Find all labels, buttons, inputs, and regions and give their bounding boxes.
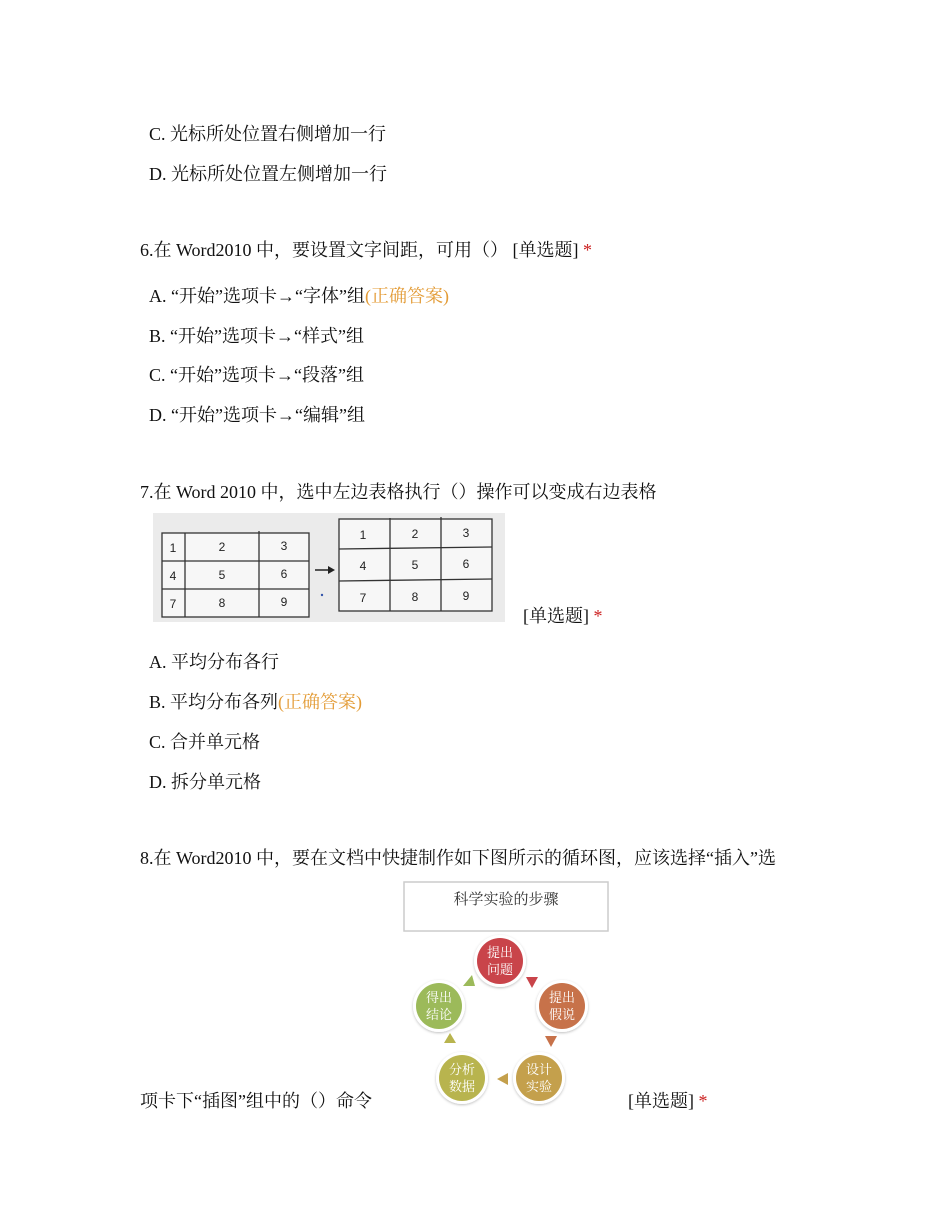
- option-text: C. 光标所处位置右侧增加一行: [149, 124, 387, 144]
- right-cell: 2: [411, 527, 419, 541]
- q6-option-a[interactable]: [149, 285, 449, 307]
- arrow-2-3: [545, 1036, 557, 1047]
- option-text: A. 平均分布各行: [149, 652, 279, 672]
- option-text: C. 合并单元格: [149, 732, 261, 752]
- right-cell: 7: [359, 591, 367, 605]
- node-label: 数据: [448, 1080, 476, 1095]
- q8-title-line1: [140, 847, 776, 869]
- node-label: 提出: [486, 946, 514, 961]
- arrow-right-icon: [315, 566, 335, 574]
- question-text: 6.在 Word2010 中，要设置文字间距，可用（） [单选题]: [140, 240, 579, 260]
- node-label: 得出: [425, 991, 453, 1006]
- q7-option-d[interactable]: [149, 771, 261, 793]
- correct-answer-label: (正确答案): [364, 286, 449, 306]
- question-text: 7.在 Word 2010 中，选中左边表格执行（）操作可以变成右边表格: [140, 482, 657, 502]
- left-cell: 8: [218, 596, 226, 610]
- node-raise-hypothesis: [536, 980, 588, 1032]
- node-label: 分析: [448, 1063, 476, 1078]
- question-text: 项卡下“插图”组中的（）命令: [140, 1091, 372, 1111]
- cycle-diagram-svg: [400, 880, 615, 1110]
- cycle-diagram: [400, 880, 615, 1110]
- option-text: A. “开始”选项卡→“字体”组: [149, 286, 365, 306]
- q6-option-c[interactable]: [149, 364, 364, 386]
- q6-option-b[interactable]: [149, 325, 364, 347]
- left-cell: 3: [280, 539, 288, 553]
- q7-option-b[interactable]: [149, 691, 362, 713]
- required-star: *: [698, 1091, 708, 1111]
- q5-option-d[interactable]: [149, 163, 387, 185]
- node-label: 结论: [425, 1008, 453, 1023]
- arrow-4-5: [444, 1033, 456, 1043]
- right-cell: 3: [462, 526, 470, 540]
- right-cell: 6: [462, 557, 470, 571]
- table-transform-figure: [153, 513, 505, 622]
- node-draw-conclusion: [413, 980, 465, 1032]
- q6-title: [140, 239, 592, 261]
- option-text: B. “开始”选项卡→“样式”组: [149, 326, 364, 346]
- left-cell: 4: [169, 569, 177, 583]
- q6-option-d[interactable]: [149, 404, 365, 426]
- arrow-5-1: [463, 975, 475, 986]
- question-text: 8.在 Word2010 中，要在文档中快捷制作如下图所示的循环图，应该选择“插入”选: [140, 848, 777, 868]
- table-figure-svg: [153, 513, 505, 622]
- required-star: *: [583, 240, 593, 260]
- q5-option-c[interactable]: [149, 123, 386, 145]
- option-text: D. 拆分单元格: [149, 772, 261, 792]
- required-star: *: [593, 606, 603, 626]
- left-cell: 6: [280, 567, 288, 581]
- left-cell: 9: [280, 595, 288, 609]
- q7-option-a[interactable]: [149, 651, 279, 673]
- left-cell: 1: [169, 541, 177, 555]
- node-label: 问题: [486, 963, 514, 978]
- left-cell: 5: [218, 568, 226, 582]
- q7-title: [140, 481, 657, 503]
- node-label: 实验: [525, 1080, 553, 1095]
- correct-answer-label: (正确答案): [278, 692, 363, 712]
- dot-mark: [321, 594, 323, 596]
- right-cell: 1: [359, 528, 367, 542]
- arrow-1-2: [526, 977, 538, 988]
- left-cell: 2: [218, 540, 226, 554]
- node-analyze-data: [436, 1052, 488, 1104]
- node-raise-question: [474, 935, 526, 987]
- option-text: B. 平均分布各列: [149, 692, 279, 712]
- node-design-experiment: [513, 1052, 565, 1104]
- right-cell: 4: [359, 559, 367, 573]
- node-label: 提出: [548, 991, 576, 1006]
- q7-option-c[interactable]: [149, 731, 260, 753]
- q8-tag: [628, 1090, 708, 1112]
- right-cell: 8: [411, 590, 419, 604]
- right-cell: 9: [462, 589, 470, 603]
- option-text: C. “开始”选项卡→“段落”组: [149, 365, 364, 385]
- q7-tag: [523, 605, 603, 627]
- option-text: D. “开始”选项卡→“编辑”组: [149, 405, 365, 425]
- question-type-tag: [单选题]: [523, 606, 589, 626]
- question-type-tag: [单选题]: [628, 1091, 694, 1111]
- option-text: D. 光标所处位置左侧增加一行: [149, 164, 387, 184]
- node-label: 假说: [548, 1008, 576, 1023]
- left-cell: 7: [169, 597, 177, 611]
- right-cell: 5: [411, 558, 419, 572]
- arrow-3-4: [497, 1073, 508, 1085]
- q8-title-line2: [140, 1090, 372, 1112]
- diagram-heading: 科学实验的步骤: [453, 890, 559, 908]
- node-label: 设计: [525, 1063, 553, 1078]
